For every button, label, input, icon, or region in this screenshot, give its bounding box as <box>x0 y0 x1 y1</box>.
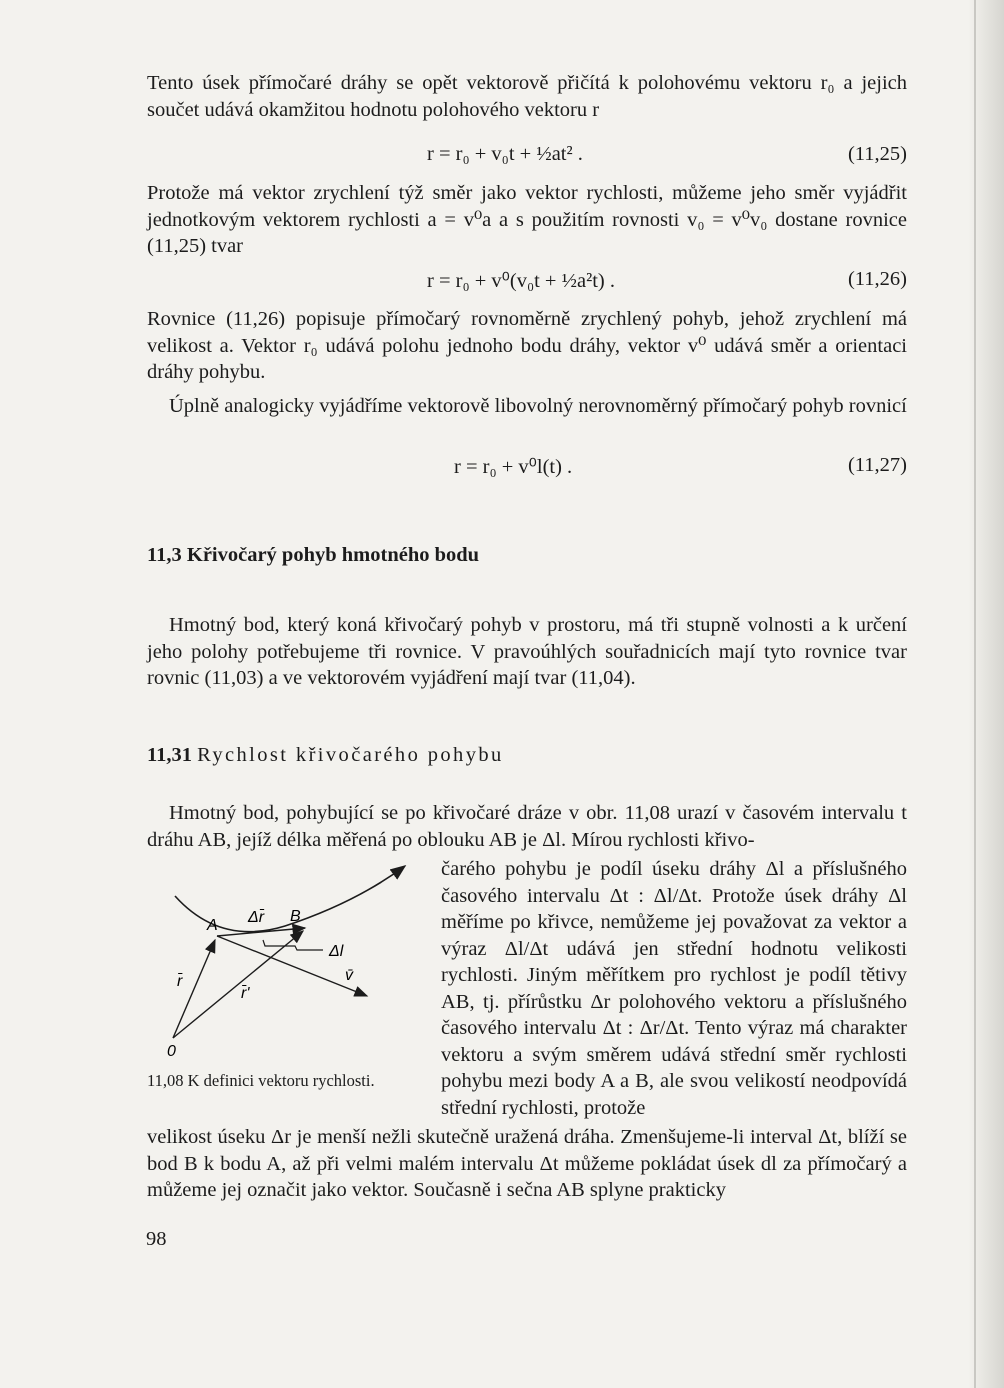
equation-11-25 <box>147 143 907 171</box>
label-a: A <box>207 917 218 934</box>
paragraph-4: Úplně analogicky vyjádříme vektorově libovolný nerovnoměrný přímočarý pohyb rovnicí <box>169 395 907 417</box>
section-heading: 11,3 Křivočarý pohyb hmotného bodu <box>147 544 480 566</box>
equation-number: (11,27) <box>847 454 907 476</box>
delta-l-leader <box>263 940 323 950</box>
equation-number: (11,25) <box>847 143 907 165</box>
subsection-number: 11,31 <box>147 744 192 766</box>
figure-velocity-diagram <box>145 858 435 1058</box>
label-delta-l: Δl <box>329 943 344 960</box>
velocity-arrow <box>217 936 367 996</box>
paragraph-6: Hmotný bod, pohybující se po křivočaré dráze v obr. 11,08 urazí v časovém intervalu t dráhu AB, jejíž délka měřená po oblouku AB je Δl. Mírou rychlosti křivo- <box>147 802 907 851</box>
paragraph-1: Tento úsek přímočaré dráhy se opět vektorově přičítá k polohovému vektoru r₀ a jejich součet udává okamžitou hodnotu polohového vektoru r <box>147 72 907 121</box>
subsection-heading <box>147 744 504 767</box>
label-r-prime: r̄' <box>241 985 250 1002</box>
page-number: 98 <box>146 1228 167 1250</box>
equation-11-27 <box>147 454 907 482</box>
equation-formula: r = r₀ + v₀t + ½at² . <box>427 143 583 165</box>
label-b: B <box>290 908 301 925</box>
paragraph-8: velikost úseku Δr je menší nežli skutečně uražená dráha. Zmenšujeme-li interval Δt, blíží se bod B k bodu A, až při velmi malém intervalu Δt můžeme pokládat úsek dl za přímočarý a můžeme jej označit jako vektor. Současně i sečna AB splyne prakticky <box>147 1126 907 1201</box>
subsection-title: Rychlost křivočarého pohybu <box>197 744 504 766</box>
equation-11-26 <box>147 268 907 296</box>
equation-formula: r = r₀ + v⁰l(t) . <box>454 456 573 478</box>
r-prime-arrow <box>173 931 303 1038</box>
paragraph-7: čarého pohybu je podíl úseku dráhy Δl a příslušného časového intervalu Δt : Δl/Δt. Protože úsek dráhy Δl měříme po křivce, nemůžeme jej považovat za vektor a výraz Δl/Δt udává jen střední hodnotu velikosti rychlosti. Jiným měřítkem pro rychlost je podíl tětivy AB, tj. přírůstku Δr polohového vektoru a příslušného časového intervalu Δt : Δr/Δt. Tento výraz má charakter vektoru a svým směrem udává střední směr rychlosti pohybu mezi body A a B, ale svou velikostí neodpovídá střední rychlosti, protože <box>441 858 907 1119</box>
figure-caption: 11,08 K definici vektoru rychlosti. <box>147 1071 375 1090</box>
page-edge-shadow <box>968 0 1004 1388</box>
label-r: r̄ <box>177 973 183 990</box>
label-origin: 0 <box>167 1043 176 1058</box>
label-delta-r: Δr̄ <box>248 909 265 926</box>
paragraph-3: Rovnice (11,26) popisuje přímočarý rovnoměrně zrychlený pohyb, jehož zrychlení má velikost a. Vektor r₀ udává polohu jednoho bodu dráhy, vektor v⁰ udává směr a orientaci dráhy pohybu. <box>147 308 907 383</box>
label-v: v̄ <box>345 967 353 984</box>
equation-number: (11,26) <box>847 268 907 290</box>
velocity-diagram <box>145 858 435 1058</box>
paragraph-5: Hmotný bod, který koná křivočarý pohyb v prostoru, má tři stupně volnosti a k určení jeho polohy potřebujeme tři rovnice. V pravoúhlých souřadnicích mají tyto rovnice tvar rovnic (11,03) a ve vektorovém vyjádření mají tvar (11,04). <box>147 614 907 689</box>
equation-formula: r = r₀ + v⁰(v₀t + ½a²t) . <box>427 270 616 292</box>
paragraph-2: Protože má vektor zrychlení týž směr jako vektor rychlosti, můžeme jeho směr vyjádřit jednotkovým vektorem rychlosti a = v⁰a a s použitím rovnosti v₀ = v⁰v₀ dostane rovnice (11,25) tvar <box>147 182 907 257</box>
